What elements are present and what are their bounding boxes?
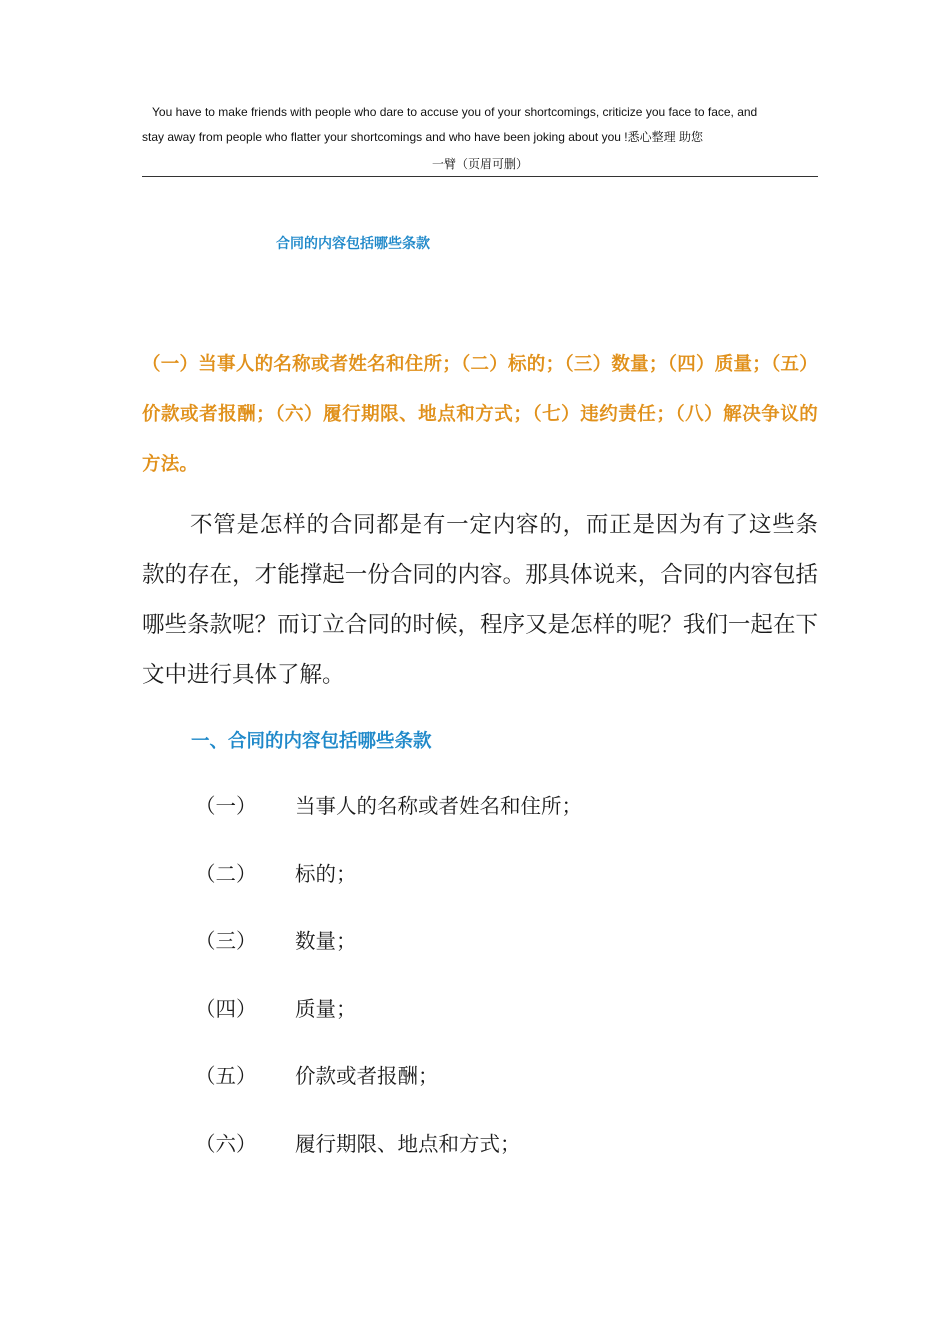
- header-divider: [142, 176, 818, 177]
- list-item: [195, 989, 815, 1057]
- clause-number: （四）: [195, 996, 257, 1021]
- header-line-1: You have to make friends with people who dare to accuse you of your shortcomings, criticize you face to face, and: [152, 105, 758, 119]
- list-item: [195, 854, 815, 922]
- clause-text: 价款或者报酬；: [295, 1064, 439, 1088]
- clause-number: （五）: [195, 1064, 257, 1088]
- clause-number: （六）: [195, 1131, 257, 1156]
- list-item: [195, 786, 815, 854]
- document-title: 合同的内容包括哪些条款: [276, 236, 430, 252]
- clause-number: （二）: [195, 861, 257, 886]
- clause-text: 履行期限、地点和方式；: [295, 1131, 521, 1156]
- clause-text: 质量；: [295, 996, 357, 1021]
- clause-text: 标的；: [295, 861, 357, 886]
- intro-paragraph: 不管是怎样的合同都是有一定内容的，而正是因为有了这些条款的存在，才能撑起一份合同的内容。那具体说来，合同的内容包括哪些条款呢？而订立合同的时候，程序又是怎样的呢？我们一起在下文中进行具体了解。: [142, 512, 818, 688]
- clause-list: [195, 786, 815, 1191]
- section-heading: 一、合同的内容包括哪些条款: [191, 731, 432, 752]
- clause-number: （三）: [195, 929, 257, 953]
- summary-paragraph: （一）当事人的名称或者姓名和住所；（二）标的；（三）数量；（四）质量；（五）价款或者报酬；（六）履行期限、地点和方式；（七）违约责任；（八）解决争议的方法。: [142, 354, 818, 475]
- list-item: [195, 921, 815, 989]
- page-header: [142, 100, 818, 177]
- list-item: [195, 1056, 815, 1124]
- list-item: [195, 1124, 815, 1192]
- header-line-2: stay away from people who flatter your shortcomings and who have been joking about you !悉心整理 助您: [142, 130, 703, 144]
- clause-text: 当事人的名称或者姓名和住所；: [295, 794, 582, 818]
- clause-text: 数量；: [295, 929, 357, 953]
- header-line-3: 一臂（页眉可删）: [431, 157, 528, 171]
- clause-number: （一）: [195, 794, 257, 818]
